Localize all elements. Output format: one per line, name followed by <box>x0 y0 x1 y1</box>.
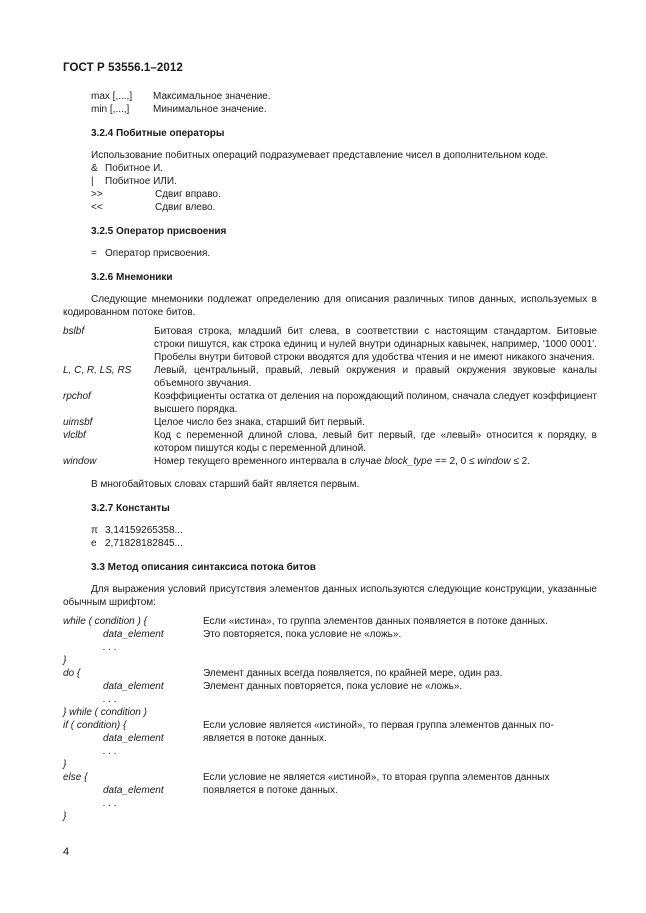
syntax-row <box>63 797 597 810</box>
document-header: ГОСТ Р 53556.1–2012 <box>63 62 183 74</box>
syntax-row <box>63 628 597 641</box>
constant-symbol: e <box>91 538 97 549</box>
syntax-desc <box>203 706 597 719</box>
desc-italic-window: window <box>477 456 511 467</box>
mnemonic-desc: Битовая строка, младший бит слева, в соответствии с настоящим стандартом. Битовые строки пишутся, как строка единиц и нулей внутри одинарных кавычек, например, '1000 0001'. Пробелы внутри битовой строки вводятся для удобства чтения и не имеют никакого значения. <box>154 326 597 363</box>
desc-part: Номер текущего временного интервала в случае <box>154 456 385 467</box>
operator-and <box>63 162 597 175</box>
constant-value: 3,14159265358... <box>105 525 183 536</box>
syntax-code: if ( condition) { <box>63 720 127 731</box>
syntax-desc: Элемент данных повторяется, пока условие не «ложь». <box>203 681 463 692</box>
syntax-desc <box>203 641 597 654</box>
syntax-code: else { <box>63 772 88 783</box>
syntax-desc <box>203 654 597 667</box>
mnemonic-desc: Коэффициенты остатка от деления на порождающий полином, сначала следует коэффициент высшего порядка. <box>154 391 597 415</box>
syntax-desc: Если условие не является «истиной», то вторая группа элементов данных <box>203 772 550 783</box>
syntax-code: data_element <box>103 681 164 692</box>
operator-symbol: | <box>91 176 94 187</box>
operator-shift-left <box>63 201 597 214</box>
syntax-code: } <box>63 759 67 770</box>
syntax-row <box>63 641 597 654</box>
syntax-code: } <box>63 811 67 822</box>
paragraph-byte-order: В многобайтовых словах старший байт является первым. <box>91 479 360 490</box>
operator-symbol: << <box>91 202 103 213</box>
syntax-row <box>63 732 597 745</box>
operator-symbol: >> <box>91 189 103 200</box>
operator-desc: Побитное ИЛИ. <box>105 176 177 187</box>
syntax-desc <box>203 810 597 823</box>
syntax-row <box>63 719 597 732</box>
syntax-row <box>63 771 597 784</box>
section-heading-3-2-5: 3.2.5 Оператор присвоения <box>91 226 227 237</box>
syntax-code: . . . <box>103 798 117 809</box>
document-body <box>63 90 597 823</box>
operator-desc: Сдвиг вправо. <box>155 189 221 200</box>
constant-value: 2,71828182845... <box>105 538 183 549</box>
syntax-code: . . . <box>103 746 117 757</box>
syntax-code: } while ( condition ) <box>63 707 147 718</box>
paragraph-syntax-intro: Для выражения условий присутствия элементов данных используются следующие конструкции, указанные обычным шрифтом: <box>63 584 597 608</box>
mnemonic-desc <box>154 455 597 468</box>
definition-desc: Минимальное значение. <box>153 104 267 115</box>
operator-or <box>63 175 597 188</box>
syntax-row <box>63 784 597 797</box>
mnemonic-window <box>63 455 597 468</box>
operator-desc: Побитное И. <box>105 163 164 174</box>
section-heading-3-3: 3.3 Метод описания синтаксиса потока битов <box>91 562 316 573</box>
mnemonic-desc: Целое число без знака, старший бит первый. <box>154 417 365 428</box>
section-heading-3-2-7: 3.2.7 Константы <box>91 503 170 514</box>
operator-shift-right <box>63 188 597 201</box>
mnemonic-term: L, C, R, LS, RS <box>63 365 132 376</box>
syntax-desc <box>203 745 597 758</box>
syntax-desc <box>203 693 597 706</box>
syntax-code: . . . <box>103 642 117 653</box>
mnemonic-term: bslbf <box>63 326 85 337</box>
mnemonic-channels <box>63 364 597 390</box>
mnemonic-term: vlclbf <box>63 430 86 441</box>
syntax-row <box>63 654 597 667</box>
mnemonic-desc: Код с переменной длиной слова, левый бит первый, где «левый» относится к порядку, в котором пишутся коды с переменной длиной. <box>154 430 597 454</box>
operator-symbol: = <box>91 248 97 259</box>
operator-desc: Оператор присвоения. <box>105 248 211 259</box>
page-number: 4 <box>63 846 70 858</box>
syntax-row <box>63 758 597 771</box>
syntax-constructs <box>63 615 597 823</box>
mnemonic-vlclbf <box>63 429 597 455</box>
syntax-code: . . . <box>103 694 117 705</box>
syntax-row <box>63 667 597 680</box>
paragraph-mnemonics-intro: Следующие мнемоники подлежат определению для описания различных типов данных, используемых в кодированном потоке битов. <box>63 294 597 318</box>
definition-max <box>63 90 597 103</box>
syntax-desc: Элемент данных всегда появляется, по крайней мере, один раз. <box>203 668 503 679</box>
desc-part: == 2, 0 ≤ <box>432 456 478 467</box>
syntax-desc: Если «истина», то группа элементов данных появляется в потоке данных. <box>203 616 548 627</box>
syntax-code: data_element <box>103 785 164 796</box>
section-heading-3-2-6: 3.2.6 Мнемоники <box>91 272 173 283</box>
mnemonic-uimsbf <box>63 416 597 429</box>
syntax-row <box>63 680 597 693</box>
syntax-desc: является в потоке данных. <box>203 733 327 744</box>
syntax-row <box>63 693 597 706</box>
syntax-row <box>63 615 597 628</box>
paragraph-bitwise-intro: Использование побитных операций подразумевает представление чисел в дополнительном коде. <box>91 150 549 161</box>
syntax-code: data_element <box>103 629 164 640</box>
operator-symbol: & <box>91 163 98 174</box>
mnemonic-term: rpchof <box>63 391 91 402</box>
mnemonic-bslbf <box>63 325 597 364</box>
definition-term: min [,...,] <box>91 104 130 115</box>
syntax-desc: появляется в потоке данных. <box>203 785 338 796</box>
constant-symbol: π <box>91 525 98 536</box>
operator-assign <box>63 247 597 260</box>
constant-e <box>63 537 597 550</box>
definition-min <box>63 103 597 116</box>
syntax-row <box>63 706 597 719</box>
syntax-row <box>63 745 597 758</box>
syntax-desc <box>203 797 597 810</box>
syntax-code: while ( condition ) { <box>63 616 147 627</box>
syntax-code: do { <box>63 668 81 679</box>
syntax-desc <box>203 758 597 771</box>
syntax-code: } <box>63 655 67 666</box>
constant-pi <box>63 524 597 537</box>
desc-italic-block-type: block_type <box>384 456 433 467</box>
mnemonic-term: uimsbf <box>63 417 93 428</box>
syntax-desc: Это повторяется, пока условие не «ложь». <box>203 629 402 640</box>
desc-part: ≤ 2. <box>510 456 530 467</box>
definition-term: max [,...,] <box>91 91 133 102</box>
mnemonic-rpchof <box>63 390 597 416</box>
mnemonic-term: window <box>63 456 97 467</box>
syntax-desc: Если условие является «истиной», то первая группа элементов данных по- <box>203 720 554 731</box>
mnemonic-desc: Левый, центральный, правый, левый окружения и правый окружения звуковые каналы объемного звучания. <box>154 365 597 389</box>
syntax-row <box>63 810 597 823</box>
section-heading-3-2-4: 3.2.4 Побитные операторы <box>91 128 225 139</box>
operator-desc: Сдвиг влево. <box>155 202 216 213</box>
syntax-code: data_element <box>103 733 164 744</box>
definition-desc: Максимальное значение. <box>153 91 271 102</box>
